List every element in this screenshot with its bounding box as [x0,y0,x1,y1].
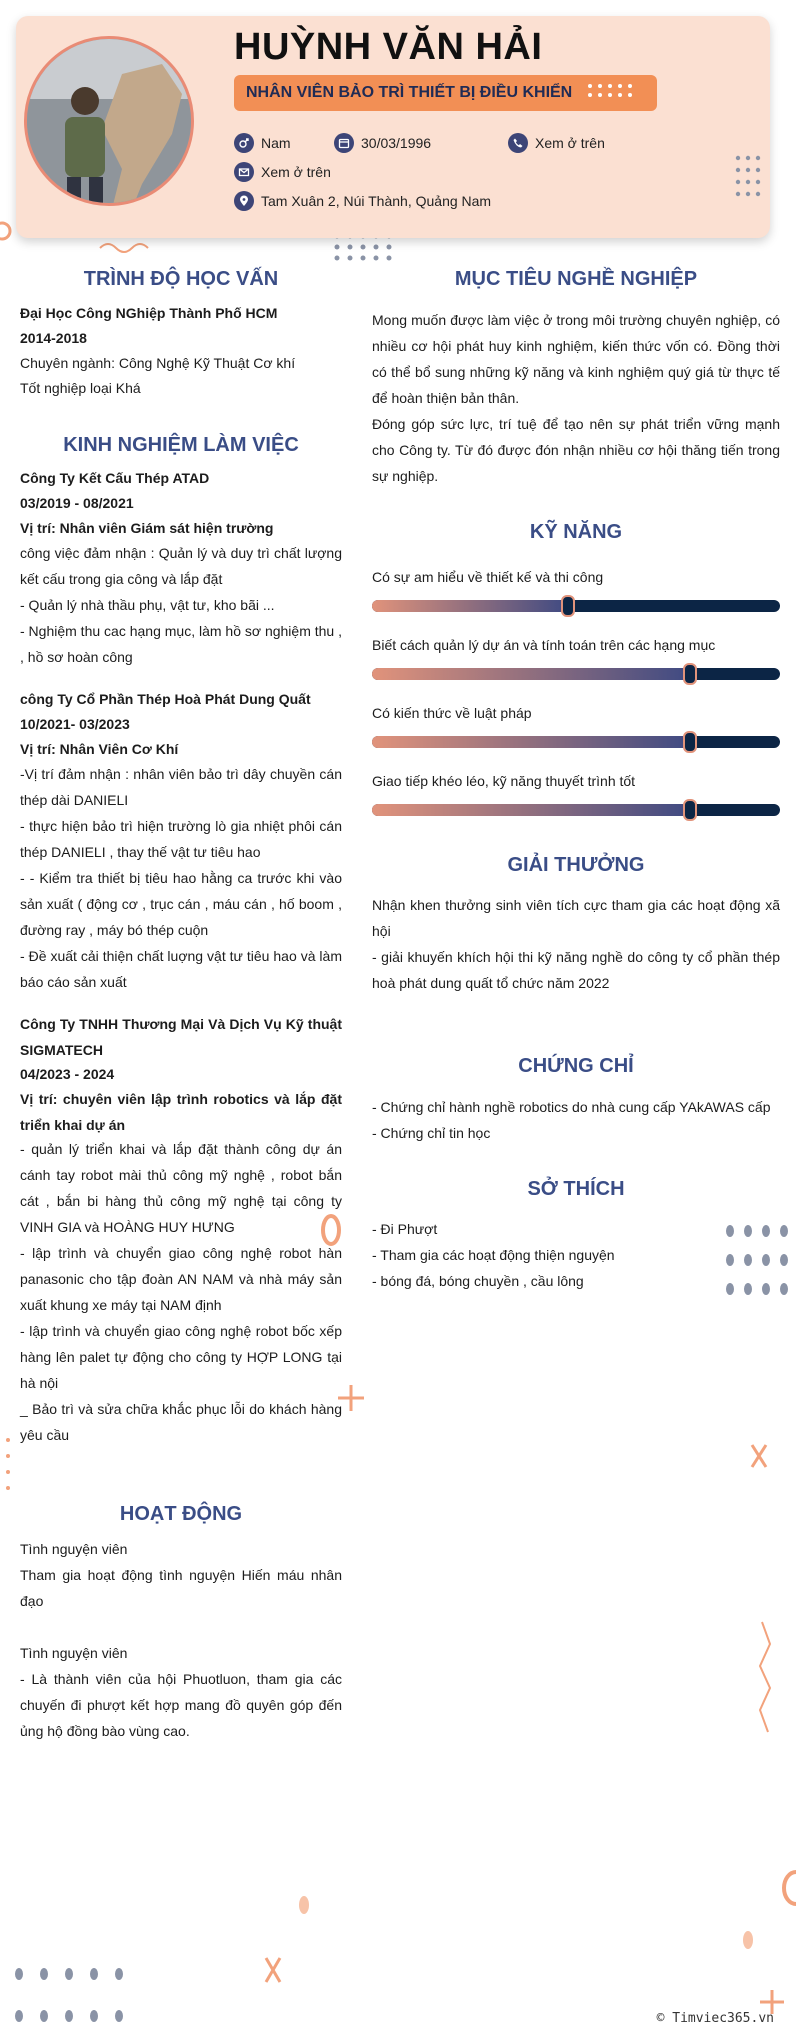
location-pin-icon [234,191,254,211]
dots-decoration-icon [586,82,642,104]
skills-title: KỸ NĂNG [529,521,623,543]
skill-bar-knob [683,799,697,821]
info-gender [234,133,291,153]
job-period: 04/2023 - 2024 [20,1066,115,1082]
certificate-item: - Chứng chỉ tin học [372,1125,491,1141]
objective-paragraph: Mong muốn được làm việc ở trong môi trường chuyên nghiệp, có nhiều cơ hội phát huy kinh nghiệm, kiến thức vốn có. Đồng thời có thể bổ sung những kỹ năng và kinh nghiệm quý giá từ thực tế để hoàn thiện bản thân. [372,312,780,406]
skill-bar [372,736,780,748]
phone-value: Xem ở trên [535,135,605,151]
phone-icon [508,133,528,153]
job-detail: công việc đảm nhận : Quản lý và duy trì chất lượng kết cấu trong gia công và lắp đặt [20,545,342,587]
education-major: Chuyên ngành: Công Nghệ Kỹ Thuật Cơ khí [20,355,296,371]
skill-label: Có sự am hiểu về thiết kế và thi công [372,569,604,585]
job-detail: -Vị trí đảm nhận : nhân viên bảo trì dây chuyền cán thép dài DANIELI [20,766,342,808]
job-company: Công Ty Kết Cấu Thép ATAD [20,470,210,486]
job-period: 10/2021- 03/2023 [20,716,130,732]
job-detail: - lập trình và chuyển giao công nghệ robot hàn panasonic cho tập đoàn AN NAM và nhà máy sản xuất khung xe máy tại NAM định [20,1245,342,1313]
activity-name: Tình nguyện viên [20,1541,128,1557]
email-icon [234,162,254,182]
job-detail: _ Bảo trì và sửa chữa khắc phục lỗi do khách hàng yêu cầu [20,1401,342,1443]
job-detail: - thực hiện bảo trì hiện trường lò gia nhiệt phôi cán thép DANIELI , thay thế vật tư tiêu hao [20,818,342,860]
info-dob [334,133,431,153]
education-grade: Tốt nghiệp loại Khá [20,380,141,396]
certificates-title: CHỨNG CHỈ [518,1055,634,1077]
hobbies-title: SỞ THÍCH [527,1178,625,1200]
education-school: Đại Học Công NGhiệp Thành Phố HCM [20,305,278,321]
skill-bar-fill [372,600,568,612]
role-title: NHÂN VIÊN BẢO TRÌ THIẾT BỊ ĐIỀU KHIỂN [246,84,573,101]
job-position: Vị trí: Nhân Viên Cơ Khí [20,741,179,757]
address-value: Tam Xuân 2, Núi Thành, Quảng Nam [261,193,492,209]
avatar-photo-icon [27,39,194,206]
skill-bar [372,804,780,816]
job-position: Vị trí: Nhân viên Giám sát hiện trường [20,520,274,536]
gender-value: Nam [261,135,291,151]
hobby-item: - bóng đá, bóng chuyền , cầu lông [372,1273,584,1289]
skill-bar [372,600,780,612]
award-item: Nhận khen thưởng sinh viên tích cực tham gia các hoạt động xã hội [372,897,780,939]
info-email [234,162,331,182]
job-detail: - - Kiểm tra thiết bị tiêu hao hằng ca trước khi vào sản xuất ( động cơ , trục cán , máu cán , hố boom , đường ray , máy bó thép cuộn [20,870,342,938]
info-phone [508,133,605,153]
gender-icon [234,133,254,153]
objective-title: MỤC TIÊU NGHỀ NGHIỆP [454,268,698,290]
activity-desc: Tham gia hoạt động tình nguyện Hiến máu nhân đạo [20,1567,342,1609]
candidate-name: HUỲNH VĂN HẢI [234,26,543,68]
job-detail: - quản lý triển khai và lắp đặt thành công dự án cánh tay robot mài thủ công mỹ nghệ , robot bắn cát , bắn bi hàng thủ công mỹ nghệ tại công ty VINH GIA và HOÀNG HUY HƯNG [20,1141,342,1235]
job-detail: - lập trình và chuyển giao công nghệ robot bốc xếp hàng lên palet tự động cho công ty HỢP LONG tại hà nội [20,1323,342,1391]
header-card [16,16,770,238]
hobby-item: - Đi Phượt [372,1221,438,1237]
activity-name: Tình nguyện viên [20,1645,128,1661]
skill-bar-knob [683,731,697,753]
experience-title: KINH NGHIỆM LÀM VIỆC [63,434,299,456]
job-detail: - Đề xuất cải thiện chất luợng vật tư tiêu hao và làm báo cáo sản xuất [20,948,342,990]
certificate-item: - Chứng chỉ hành nghề robotics do nhà cung cấp YAkAWAS cấp [372,1099,771,1115]
awards-title: GIẢI THƯỞNG [507,854,645,876]
footer-watermark: © Timviec365.vn [656,2011,774,2026]
skill-bar-fill [372,736,690,748]
job-position: Vị trí: chuyên viên lập trình robotics và lắp đặt triển khai dự án [20,1091,342,1133]
skill-bar-fill [372,668,690,680]
skill-label: Có kiến thức về luật pháp [372,705,532,721]
avatar [24,36,194,206]
skill-bar [372,668,780,680]
calendar-icon [334,133,354,153]
activities-title: HOẠT ĐỘNG [119,1503,243,1525]
objective-paragraph: Đóng góp sức lực, trí tuệ để tạo nên sự phát triển vững mạnh cho Công ty. Từ đó được đón nhận nhiều cơ hội thăng tiến trong sự nghiệp. [372,416,780,484]
education-years: 2014-2018 [20,330,87,346]
skill-label: Giao tiếp khéo léo, kỹ năng thuyết trình tốt [372,773,636,789]
hobby-item: - Tham gia các hoạt động thiện nguyện [372,1247,615,1263]
activity-desc: - Là thành viên của hội Phuotluon, tham gia các chuyến đi phượt kết hợp mang đồ quyên góp đến ủng hộ đồng bào vùng cao. [20,1671,342,1739]
job-company: công Ty Cổ Phần Thép Hoà Phát Dung Quất [20,691,311,707]
job-detail: - Quản lý nhà thầu phụ, vật tư, kho bãi ... [20,597,275,613]
dots-grid-icon [734,154,764,214]
job-company: Công Ty TNHH Thương Mại Và Dịch Vụ Kỹ thuật SIGMATECH [20,1016,342,1058]
info-address [234,191,491,211]
job-detail: - Nghiệm thu cac hạng mục, làm hồ sơ nghiệm thu , , hồ sơ hoàn công [20,623,342,665]
role-banner [234,75,657,111]
skill-bar-knob [683,663,697,685]
job-period: 03/2019 - 08/2021 [20,495,134,511]
skill-bar-fill [372,804,690,816]
email-value: Xem ở trên [261,164,331,180]
education-title: TRÌNH ĐỘ HỌC VẤN [83,268,279,290]
skill-bar-knob [561,595,575,617]
skill-label: Biết cách quản lý dự án và tính toán trên các hạng mục [372,637,716,653]
dob-value: 30/03/1996 [361,135,432,151]
award-item: - giải khuyến khích hội thi kỹ năng nghề do công ty cổ phần thép hoà phát dung quất tổ chức năm 2022 [372,949,780,991]
